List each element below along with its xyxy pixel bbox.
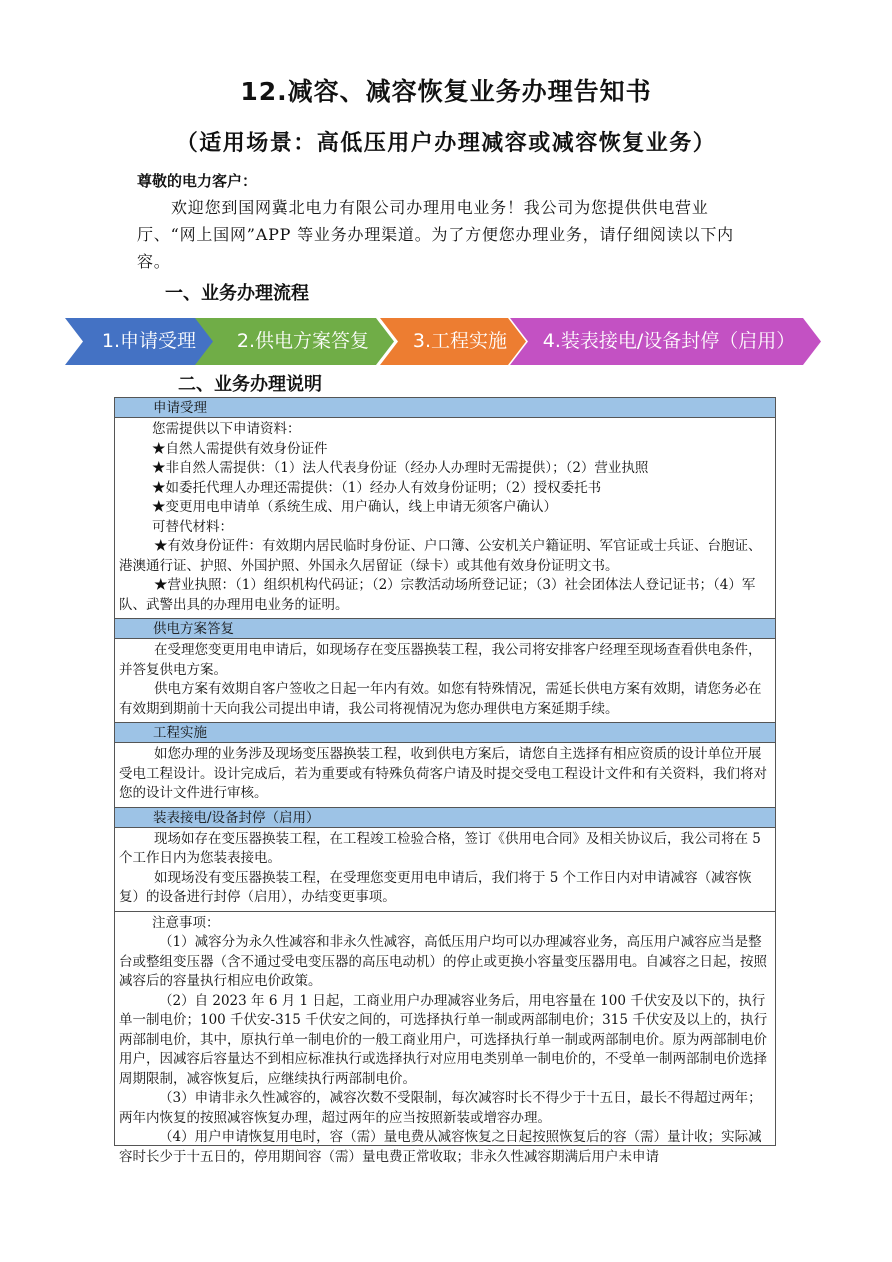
process-flow bbox=[65, 318, 825, 365]
metering-line: 现场如存在变压器换装工程，在工程竣工检验合格，签订《供用电合同》及相关协议后，我公司将在 5 个工作日内为您装表接电。 bbox=[119, 830, 761, 866]
section-header-metering: 装表接电/设备封停（启用） bbox=[115, 808, 775, 828]
metering-line: 如现场没有变压器换装工程，在受理您变更用电申请后，我们将于 5 个工作日内对申请减容（减容恢复）的设备进行封停（启用），办结变更事项。 bbox=[119, 869, 752, 905]
application-line: ★自然人需提供有效身份证件 bbox=[152, 440, 328, 457]
note-item: （1）减容分为永久性减容和非永久性减容，高低压用户均可以办理减容业务，高压用户减容应当是整台或整组变压器（含不通过受电变压器的高压电动机）的停止或更换小容量变压器用电。自减容之日起，按照减容后的容量执行相应电价政策。 bbox=[119, 934, 767, 989]
notes-section bbox=[115, 912, 775, 1171]
application-line: 可替代材料： bbox=[152, 518, 233, 535]
section-body-construction bbox=[115, 743, 775, 808]
flow-step-4-label: 4.装表接电/设备封停（启用） bbox=[542, 330, 796, 352]
section-header-construction: 工程实施 bbox=[115, 723, 775, 743]
flow-step-1-label: 1.申请受理 bbox=[101, 330, 197, 352]
construction-line: 如您办理的业务涉及现场变压器换装工程，收到供电方案后，请您自主选择有相应资质的设计单位开展受电工程设计。设计完成后，若为重要或有特殊负荷客户请及时提交受电工程设计文件和有关资料，我们将对您的设计文件进行审核。 bbox=[119, 746, 767, 801]
application-line: ★营业执照：（1）组织机构代码证；（2）宗教活动场所登记证；（3）社会团体法人登记证书；（4）军队、武警出具的办理用电业务的证明。 bbox=[119, 577, 756, 613]
section-heading-process: 一、业务办理流程 bbox=[165, 283, 309, 304]
flow-step-3-label: 3.工程实施 bbox=[412, 330, 508, 352]
application-line: ★如委托代理人办理还需提供：（1）经办人有效身份证明；（2）授权委托书 bbox=[152, 479, 602, 496]
supply-plan-line: 在受理您变更用电申请后，如现场存在变压器换装工程，我公司将安排客户经理至现场查看供电条件，并答复供电方案。 bbox=[119, 642, 762, 678]
note-item: （3）申请非永久性减容的，减容次数不受限制，每次减容时长不得少于十五日，最长不得超过两年；两年内恢复的按照减容恢复办理，超过两年的应当按照新装或增容办理。 bbox=[119, 1090, 762, 1126]
section-header-application: 申请受理 bbox=[115, 398, 775, 418]
application-line: ★变更用电申请单（系统生成、用户确认，线上申请无须客户确认） bbox=[152, 499, 557, 515]
notes-title: 注意事项： bbox=[152, 914, 220, 931]
note-item: （4）用户申请恢复用电时，容（需）量电费从减容恢复之日起按照恢复后的容（需）量计收；实际减容时长少于十五日的，停用期间容（需）量电费正常收取；非永久性减容期满后用户未申请 bbox=[119, 1129, 762, 1165]
section-header-supply-plan: 供电方案答复 bbox=[115, 619, 775, 639]
intro-paragraph: 欢迎您到国网冀北电力有限公司办理用电业务！我公司为您提供供电营业厅、“网上国网”APP 等业务办理渠道。为了方便您办理业务，请仔细阅读以下内容。 bbox=[137, 198, 734, 271]
page-title: 12.减容、减容恢复业务办理告知书 bbox=[240, 77, 652, 106]
section-body-metering bbox=[115, 828, 775, 912]
instructions-table bbox=[114, 397, 776, 1165]
application-line: ★有效身份证件：有效期内居民临时身份证、户口簿、公安机关户籍证明、军官证或士兵证、台胞证、港澳通行证、护照、外国护照、外国永久居留证（绿卡）或其他有效身份证明文书。 bbox=[119, 538, 762, 574]
application-line: ★非自然人需提供：（1）法人代表身份证（经办人办理时无需提供）；（2）营业执照 bbox=[152, 460, 649, 476]
flow-step-2-label: 2.供电方案答复 bbox=[236, 330, 370, 352]
application-line: 您需提供以下申请资料： bbox=[152, 421, 301, 437]
section-body-application bbox=[115, 418, 775, 619]
note-item: （2）自 2023 年 6 月 1 日起，工商业用户办理减容业务后，用电容量在 100 千伏安及以下的，执行单一制电价；100 千伏安-315 千伏安之间的，可选择执行单一制或两部制电价；315 千伏安及以上的，执行两部制电价，其中，原执行单一制电价的一般工商业用户，可选择执行单一制或两部制电价。原为两部制电价用户，因减容后容量达不到相应标准执行或选择执行对应用电类别单一制电价的，不受单一制两部制电价选择周期限制，减容恢复后，应继续执行两部制电价。 bbox=[119, 992, 768, 1087]
supply-plan-line: 供电方案有效期自客户签收之日起一年内有效。如您有特殊情况，需延长供电方案有效期，请您务必在有效期到期前十天向我公司提出申请，我公司将视情况为您办理供电方案延期手续。 bbox=[119, 681, 762, 717]
section-heading-instructions: 二、业务办理说明 bbox=[178, 374, 322, 395]
page-subtitle: （适用场景：高低压用户办理减容或减容恢复业务） bbox=[175, 131, 717, 156]
greeting: 尊敬的电力客户： bbox=[137, 172, 258, 190]
section-body-supply-plan bbox=[115, 639, 775, 723]
